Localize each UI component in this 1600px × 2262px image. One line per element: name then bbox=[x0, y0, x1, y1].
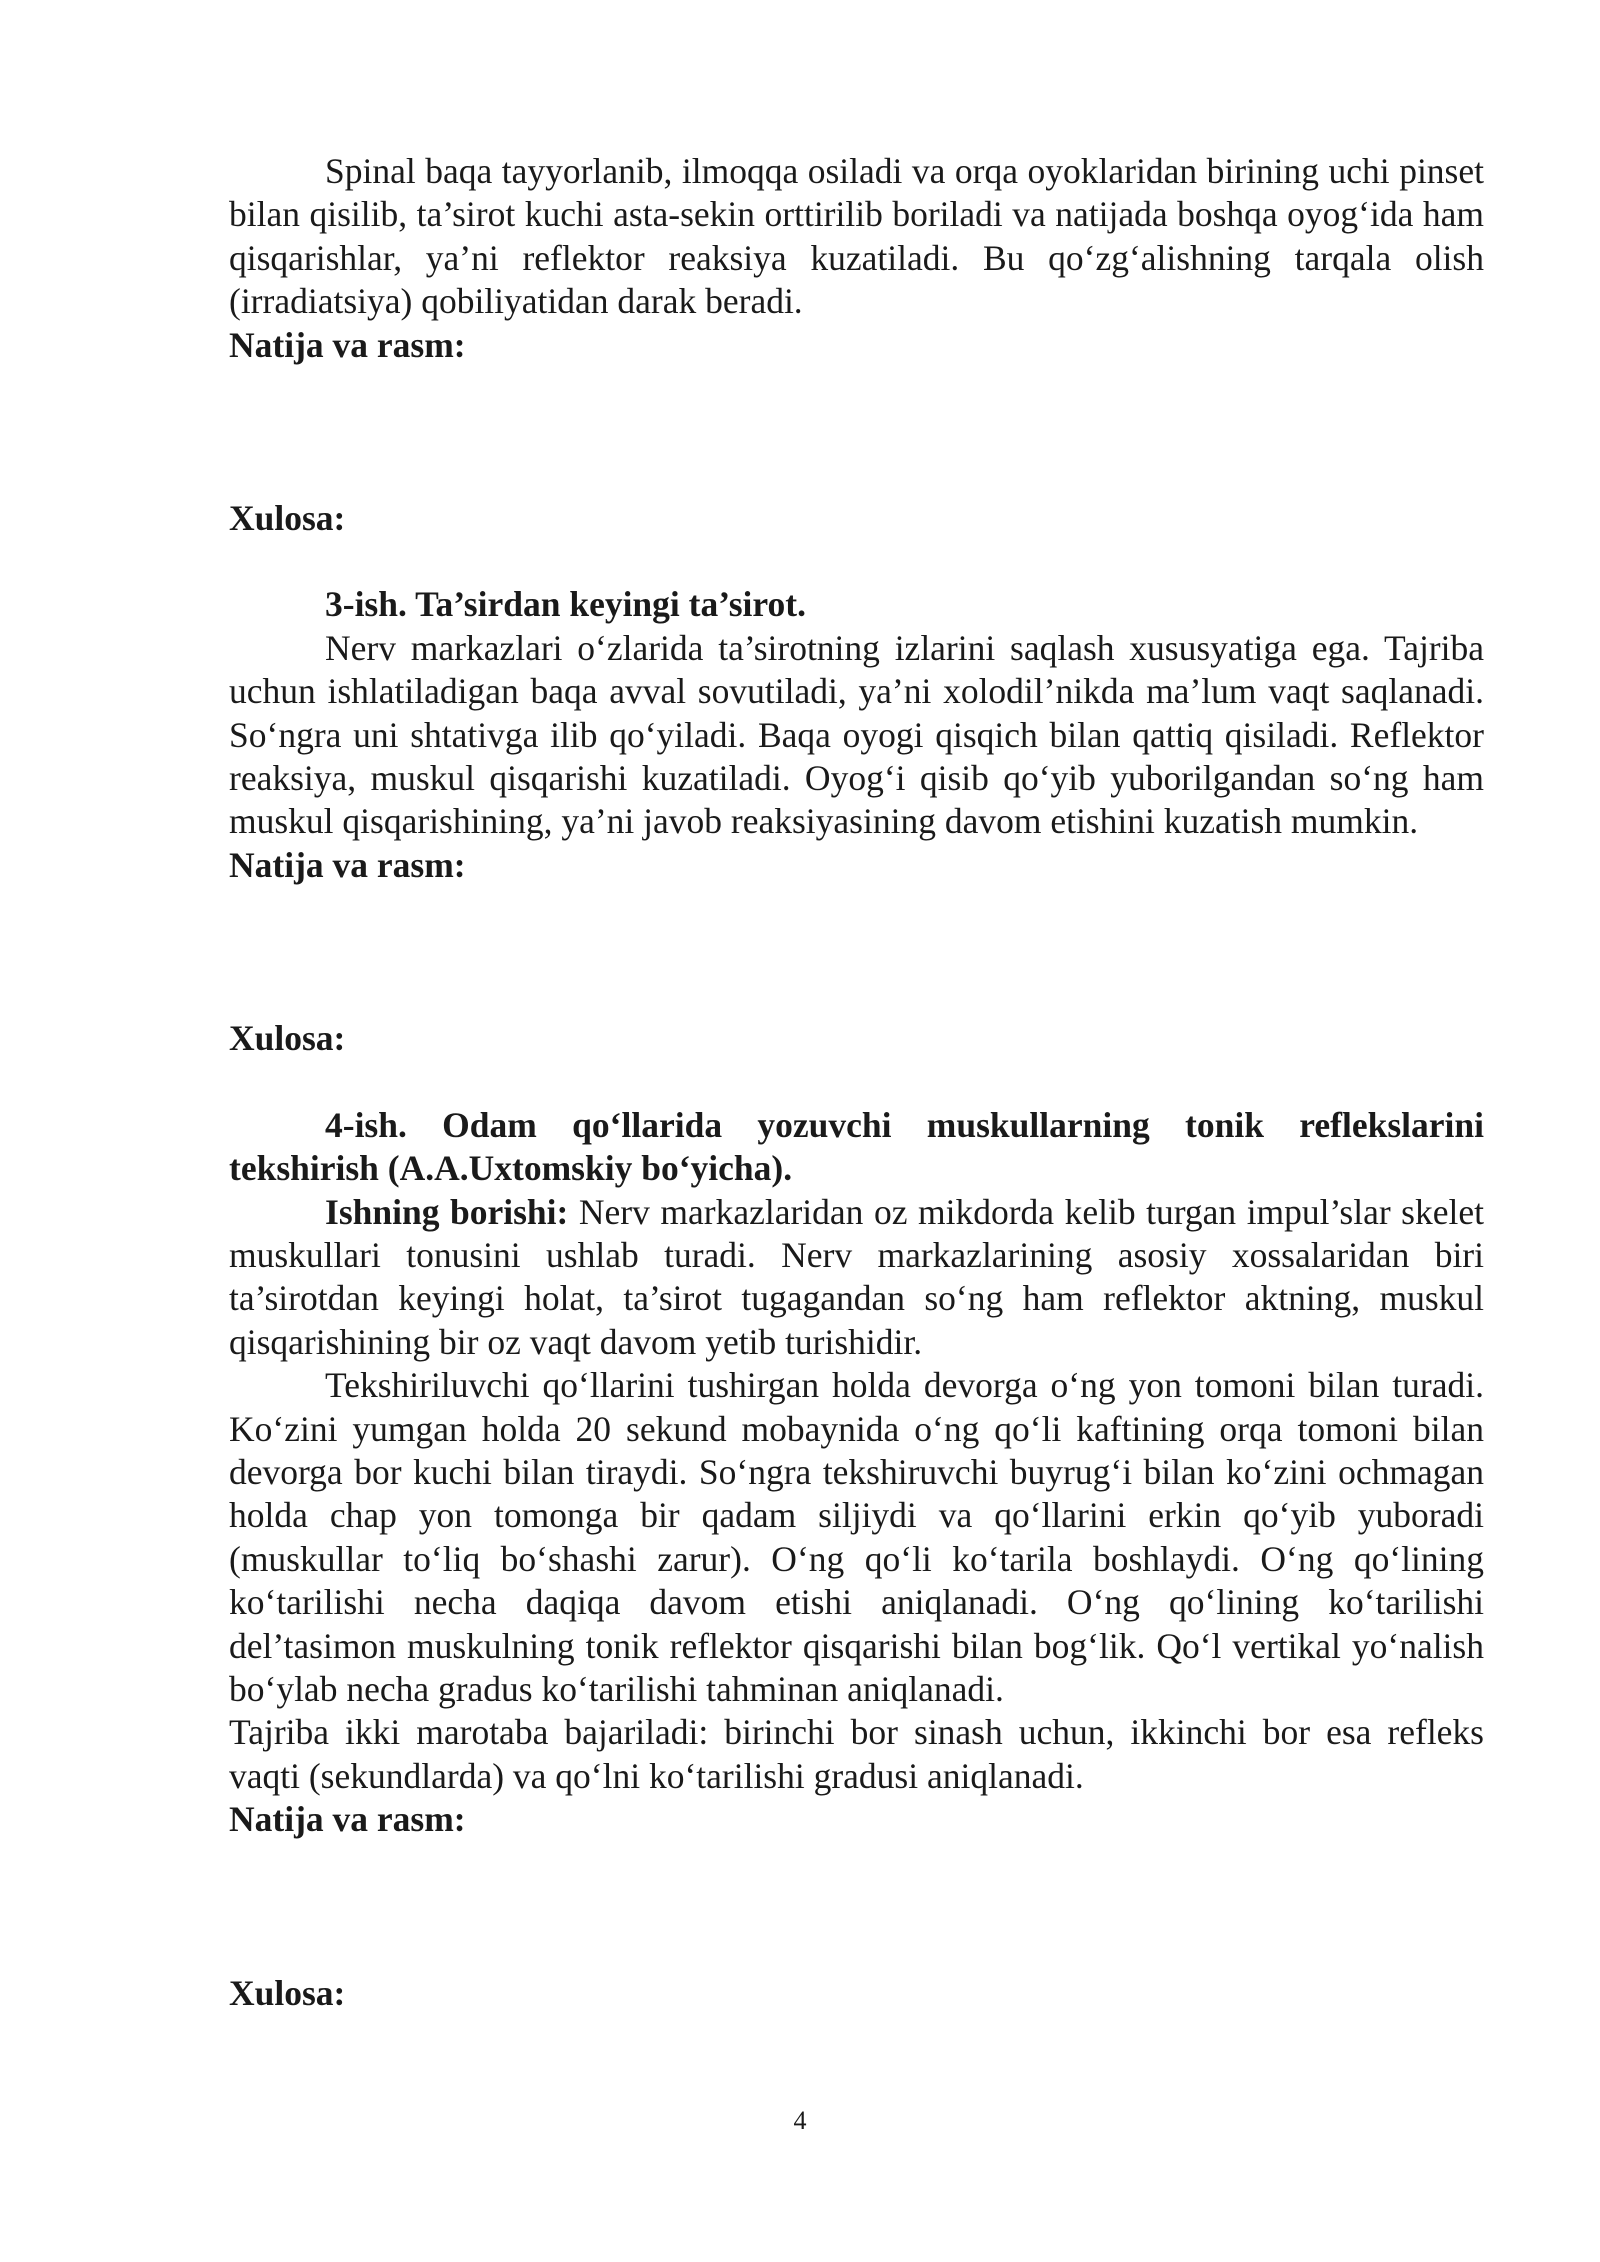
conclusion-label-1: Xulosa: bbox=[229, 498, 346, 539]
section-4-paragraph-2: Tekshiriluvchi qo‘llarini tushirgan holda devorga o‘ng yon tomoni bilan turadi. Ko‘zini yumgan holda 20 sekund mobaynida o‘ng qo‘li kaftining orqa tomoni bilan devorga bor kuchi bilan tiraydi. So‘ngra tekshiruvchi buyrug‘i bilan ko‘zini ochmagan holda chap yon tomonga bir qadam siljiydi va qo‘llarini erkin qo‘yib yuboradi (muskullar to‘liq bo‘shashi zarur). O‘ng qo‘li ko‘tarila boshlaydi. O‘ng qo‘lining ko‘tarilishi necha daqiqa davom etishi aniqlanadi. O‘ng qo‘lining ko‘tarilishi del’tasimon muskulning tonik reflektor qisqarishi bilan bog‘lik. Qo‘l vertikal yo‘nalish bo‘ylab necha gradus ko‘tarilishi tahminan aniqlanadi. bbox=[229, 1365, 1484, 1709]
document-page bbox=[229, 150, 1484, 2015]
result-space-1 bbox=[229, 367, 1484, 497]
section-4-paragraph-3: Tajriba ikki marotaba bajariladi: birinchi bor sinash uchun, ikkinchi bor esa refleks vaqti (sekundlarda) va qo‘lni ko‘tarilishi gradusi aniqlanadi. bbox=[229, 1712, 1484, 1796]
result-label-2: Natija va rasm: bbox=[229, 844, 466, 885]
result-label-3: Natija va rasm: bbox=[229, 1799, 466, 1840]
section-gap-1 bbox=[229, 540, 1484, 583]
conclusion-label-3: Xulosa: bbox=[229, 1972, 346, 2013]
result-space-2 bbox=[229, 887, 1484, 1017]
section-gap-2 bbox=[229, 1061, 1484, 1104]
result-label-1: Natija va rasm: bbox=[229, 324, 466, 365]
result-space-3 bbox=[229, 1842, 1484, 1972]
section-title-4: 4-ish. Odam qo‘llarida yozuvchi muskullarning tonik reflekslarini tekshirish (A.A.Uxtomskiy bo‘yicha). bbox=[229, 1104, 1484, 1189]
procedure-label: Ishning borishi: bbox=[325, 1191, 569, 1232]
section-3-paragraph: Nerv markazlari o‘zlarida ta’sirotning izlarini saqlash xususyatiga ega. Tajriba uchun ishlatiladigan baqa avval sovutiladi, ya’ni xolodil’nikda ma’lum vaqt saqlanadi. So‘ngra uni shtativga ilib qo‘yiladi. Baqa oyogi qisqich bilan qattiq qisiladi. Reflektor reaksiya, muskul qisqarishi kuzatiladi. Oyog‘i qisib qo‘yib yuborilgandan so‘ng ham muskul qisqarishining, ya’ni javob reaksiyasining davom etishini kuzatish mumkin. bbox=[229, 627, 1484, 842]
page-number: 4 bbox=[793, 2106, 807, 2135]
section-title-3: 3-ish. Ta’sirdan keyingi ta’sirot. bbox=[325, 584, 806, 625]
procedure-paragraph bbox=[229, 1191, 1484, 1365]
intro-paragraph: Spinal baqa tayyorlanib, ilmoqqa osiladi va orqa oyoklaridan birining uchi pinset bilan qisilib, ta’sirot kuchi asta-sekin orttirilib boriladi va natijada boshqa oyog‘ida ham qisqarishlar, ya’ni reflektor reaksiya kuzatiladi. Bu qo‘zg‘alishning tarqala olish (irradiatsiya) qobiliyatidan darak beradi. bbox=[229, 151, 1484, 322]
conclusion-label-2: Xulosa: bbox=[229, 1018, 346, 1059]
procedure-text: Nerv markazlaridan oz mikdorda kelib turgan impul’slar skelet muskullari tonusini ushlab turadi. Nerv markazlarining asosiy xossalaridan biri ta’sirotdan keyingi holat, ta’sirot tugagandan so‘ng ham reflektor aktning, muskul qisqarishining bir oz vaqt davom yetib turishidir. bbox=[229, 1191, 1484, 1362]
